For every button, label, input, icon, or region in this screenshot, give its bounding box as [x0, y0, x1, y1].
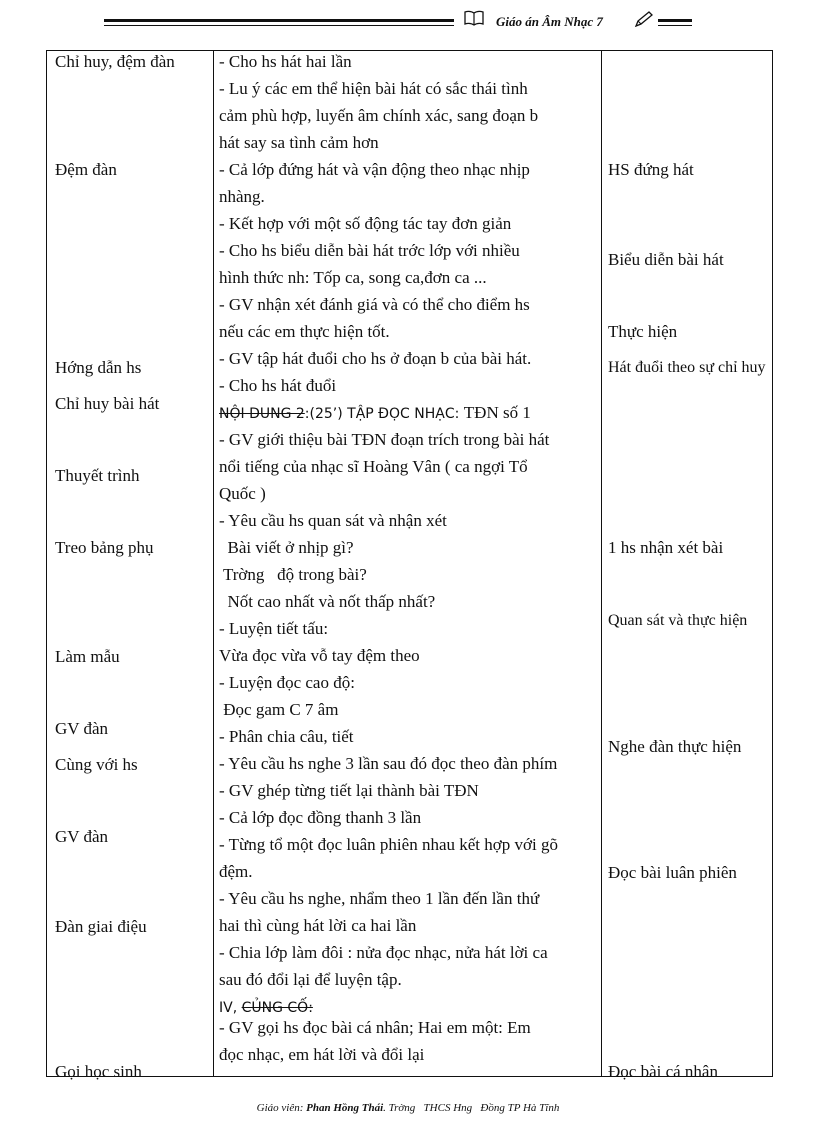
activity-line: - Luyện tiết tấu:: [219, 619, 329, 638]
method-label: GV đàn: [55, 827, 109, 846]
activity-line: - Từng tổ một đọc luân phiên nhau kết hợp với gõ: [219, 835, 558, 854]
activity-line: - Cho hs biểu diễn bài hát trớc lớp với nhiều: [219, 241, 520, 260]
method-label: Hớng dẫn hs: [55, 358, 142, 377]
header-rule-thin: [104, 25, 454, 26]
footer-school: . Trờng THCS Hng Đồng TP Hà Tĩnh: [383, 1102, 560, 1114]
column-divider-2: [601, 51, 602, 1076]
activity-line: Trờng độ trong bài?: [219, 565, 367, 584]
pen-icon: [633, 10, 655, 28]
header-rule-right-thin: [658, 25, 692, 26]
lesson-table: [46, 50, 773, 1081]
activity-line: Nốt cao nhất và nốt thấp nhất?: [219, 592, 436, 611]
student-activity: Biểu diễn bài hát: [608, 250, 724, 269]
activity-line: nhàng.: [219, 187, 265, 206]
activity-line: nếu các em thực hiện tốt.: [219, 322, 390, 341]
activity-line: - Yêu cầu hs nghe, nhẩm theo 1 lần đến lần thứ: [219, 889, 540, 908]
method-label: Treo bảng phụ: [55, 538, 154, 557]
method-label: Thuyết trình: [55, 466, 140, 485]
activity-line: - Lu ý các em thể hiện bài hát có sắc thái tình: [219, 79, 528, 98]
activity-line: hát say sa tình cảm hơn: [219, 133, 379, 152]
method-label: Chỉ huy, đệm đàn: [55, 52, 175, 71]
activity-line: - Cả lớp đọc đồng thanh 3 lần: [219, 808, 422, 827]
activity-line: - Cho hs hát hai lần: [219, 52, 352, 71]
activity-line: hai thì cùng hát lời ca hai lần: [219, 916, 417, 935]
activity-line: nổi tiếng của nhạc sĩ Hoàng Vân ( ca ngợi Tổ: [219, 457, 528, 476]
activity-line: - GV tập hát đuổi cho hs ở đoạn b của bài hát.: [219, 349, 532, 368]
section-heading-cungco-prefix: IV,: [219, 1000, 242, 1016]
method-label: Gọi học sinh: [55, 1062, 142, 1081]
footer-prefix: Giáo viên:: [256, 1102, 307, 1114]
student-activity: Quan sát và thực hiện: [608, 612, 748, 629]
section-heading-prefix: NỘI DUNG 2: [219, 406, 305, 422]
header-rule-thick: [104, 19, 454, 22]
activity-line: - Chia lớp làm đôi : nửa đọc nhạc, nửa hát lời ca: [219, 943, 548, 962]
activity-line: Quốc ): [219, 484, 266, 503]
activity-line: - Yêu cầu hs quan sát và nhận xét: [219, 511, 447, 530]
activity-line: - GV ghép từng tiết lại thành bài TĐN: [219, 781, 479, 800]
method-label: Cùng với hs: [55, 755, 138, 774]
activity-line: Vừa đọc vừa vỗ tay đệm theo: [219, 646, 420, 665]
book-icon: [464, 10, 484, 26]
method-label: Làm mẫu: [55, 647, 120, 666]
header-rule-right-thick: [658, 19, 692, 22]
section-heading-suffix: TĐN số 1: [463, 403, 531, 422]
student-activity: 1 hs nhận xét bài: [608, 538, 724, 557]
student-activity: Hát đuổi theo sự chỉ huy: [608, 359, 766, 376]
activity-line: - Luyện đọc cao độ:: [219, 673, 355, 692]
activity-line: - GV giới thiệu bài TĐN đoạn trích trong bài hát: [219, 430, 550, 449]
method-label: GV đàn: [55, 719, 109, 738]
section-heading-noidung: [219, 399, 531, 428]
section-heading-middle: :(25’) TẬP ĐỌC NHẠC:: [304, 406, 464, 422]
activity-line: Đọc gam C 7 âm: [219, 700, 339, 719]
activity-line: - Yêu cầu hs nghe 3 lần sau đó đọc theo đàn phím: [219, 754, 558, 773]
student-activity: Thực hiện: [608, 322, 678, 341]
activity-line: đọc nhạc, em hát lời và đổi lại: [219, 1045, 425, 1064]
student-activity: Nghe đàn thực hiện: [608, 737, 742, 756]
activity-line: - GV gọi hs đọc bài cá nhân; Hai em một: Em: [219, 1018, 531, 1037]
activity-line: - Phân chia câu, tiết: [219, 727, 354, 746]
header-title: Giáo án Âm Nhạc 7: [496, 14, 603, 29]
footer-teacher: Phan Hồng Thái: [306, 1102, 384, 1114]
page-footer: [0, 1102, 816, 1114]
activity-line: - Cho hs hát đuổi: [219, 376, 337, 395]
student-activity: Đọc bài luân phiên: [608, 863, 737, 882]
student-activity: Đọc bài cá nhân: [608, 1062, 718, 1081]
activity-line: cảm phù hợp, luyến âm chính xác, sang đoạn b: [219, 106, 539, 125]
activity-line: - GV nhận xét đánh giá và có thể cho điểm hs: [219, 295, 530, 314]
activity-line: Bài viết ở nhịp gì?: [219, 538, 354, 557]
method-label: Chỉ huy bài hát: [55, 394, 160, 413]
activity-line: - Cả lớp đứng hát và vận động theo nhạc nhịp: [219, 160, 530, 179]
column-divider-1: [213, 51, 214, 1076]
activity-line: hình thức nh: Tốp ca, song ca,đơn ca ...: [219, 268, 487, 287]
method-label: Đàn giai điệu: [55, 917, 147, 936]
activity-line: đệm.: [219, 862, 253, 881]
student-activity: HS đứng hát: [608, 160, 694, 179]
method-label: Đệm đàn: [55, 160, 117, 179]
activity-line: sau đó đổi lại để luyện tập.: [219, 970, 402, 989]
section-heading-cungco-label: CỦNG CỐ:: [241, 1000, 313, 1016]
activity-line: - Kết hợp với một số động tác tay đơn giản: [219, 214, 512, 233]
